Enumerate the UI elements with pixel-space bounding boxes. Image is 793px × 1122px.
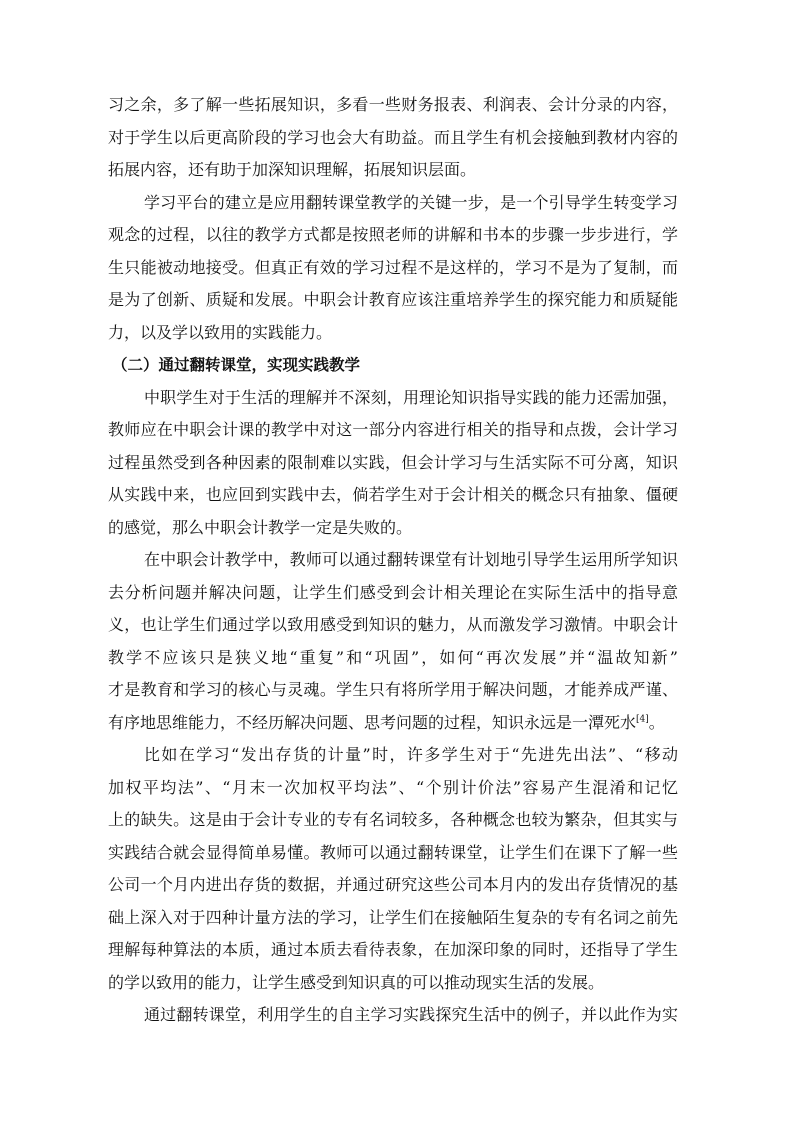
text-line: 从实践中来，也应回到实践中去，倘若学生对于会计相关的概念只有抽象、僵硬 bbox=[108, 485, 678, 504]
text-line: 观念的过程，以往的教学方式都是按照老师的讲解和书本的步骤一步步进行，学 bbox=[108, 225, 678, 244]
text-line: 理解每种算法的本质，通过本质去看待表象，在加深印象的同时，还指导了学生 bbox=[108, 940, 678, 959]
text-line: 学习平台的建立是应用翻转课堂教学的关键一步，是一个引导学生转变学习 bbox=[144, 192, 678, 212]
sentence-end: 。 bbox=[648, 712, 665, 732]
text-line: 础上深入对于四种计量方法的学习，让学生们在接触陌生复杂的专有名词之前先 bbox=[108, 907, 678, 927]
text-line: 习之余，多了解一些拓展知识，多看一些财务报表、利润表、会计分录的内容， bbox=[108, 95, 678, 114]
citation-reference: [4] bbox=[636, 714, 649, 725]
text-line: 的感觉，那么中职会计教学一定是失败的。 bbox=[108, 517, 413, 537]
text-line: 的学以致用的能力，让学生感受到知识真的可以推动现实生活的发展。 bbox=[108, 972, 605, 992]
text-line: 教师应在中职会计课的教学中对这一部分内容进行相关的指导和点拨，会计学习 bbox=[108, 420, 678, 439]
text-line: 上的缺失。这是由于会计专业的专有名词较多，各种概念也较为繁杂，但其实与 bbox=[108, 810, 678, 829]
text-line: 公司一个月内进出存货的数据，并通过研究这些公司本月内的发出存货情况的基 bbox=[108, 875, 678, 894]
text-line: 加权平均法”、“月末一次加权平均法”、“个别计价法”容易产生混淆和记忆 bbox=[108, 777, 678, 797]
text-line: 过程虽然受到各种因素的限制难以实践，但会计学习与生活实际不可分离，知识 bbox=[108, 452, 678, 472]
text-line: 是为了创新、质疑和发展。中职会计教育应该注重培养学生的探究能力和质疑能 bbox=[108, 290, 678, 309]
text-line: 比如在学习“发出存货的计量”时，许多学生对于“先进先出法”、“移动 bbox=[144, 745, 678, 764]
section-heading: （二）通过翻转课堂，实现实践教学 bbox=[112, 356, 361, 374]
text-line: 实践结合就会显得简单易懂。教师可以通过翻转课堂，让学生们在课下了解一些 bbox=[108, 842, 678, 862]
text-line: 在中职会计教学中，教师可以通过翻转课堂有计划地引导学生运用所学知识 bbox=[144, 550, 678, 569]
text-line: 力，以及学以致用的实践能力。 bbox=[108, 322, 333, 342]
paragraph bbox=[108, 999, 678, 1032]
text-line: 对于学生以后更高阶段的学习也会大有助益。而且学生有机会接触到教材内容的 bbox=[108, 127, 678, 147]
text-line-content: 有序地思维能力，不经历解决问题、思考问题的过程，知识永远是一潭死水 bbox=[108, 712, 637, 732]
text-line: 生只能被动地接受。但真正有效的学习过程不是这样的，学习不是为了复制，而 bbox=[108, 257, 678, 277]
text-line: 去分析问题并解决问题，让学生们感受到会计相关理论在实际生活中的指导意 bbox=[108, 582, 678, 602]
paragraph bbox=[108, 187, 678, 350]
text-line: 才是教育和学习的核心与灵魂。学生只有将所学用于解决问题，才能养成严谨、 bbox=[108, 680, 678, 699]
paragraph bbox=[108, 382, 678, 545]
text-line: 拓展内容，还有助于加深知识理解，拓展知识层面。 bbox=[108, 160, 477, 179]
paragraph bbox=[108, 739, 678, 999]
text-line: 义，也让学生们通过学以致用感受到知识的魅力，从而激发学习激情。中职会计 bbox=[108, 615, 678, 634]
paragraph bbox=[108, 89, 678, 187]
paragraph bbox=[108, 544, 678, 739]
text-line: 教学不应该只是狭义地“重复”和“巩固”，如何“再次发展”并“温故知新” bbox=[108, 647, 678, 667]
text-line: 通过翻转课堂，利用学生的自主学习实践探究生活中的例子，并以此作为实 bbox=[144, 1005, 678, 1024]
document-page bbox=[108, 89, 678, 1032]
text-line bbox=[108, 707, 678, 740]
text-line: 中职学生对于生活的理解并不深刻，用理论知识指导实践的能力还需加强， bbox=[144, 387, 678, 407]
